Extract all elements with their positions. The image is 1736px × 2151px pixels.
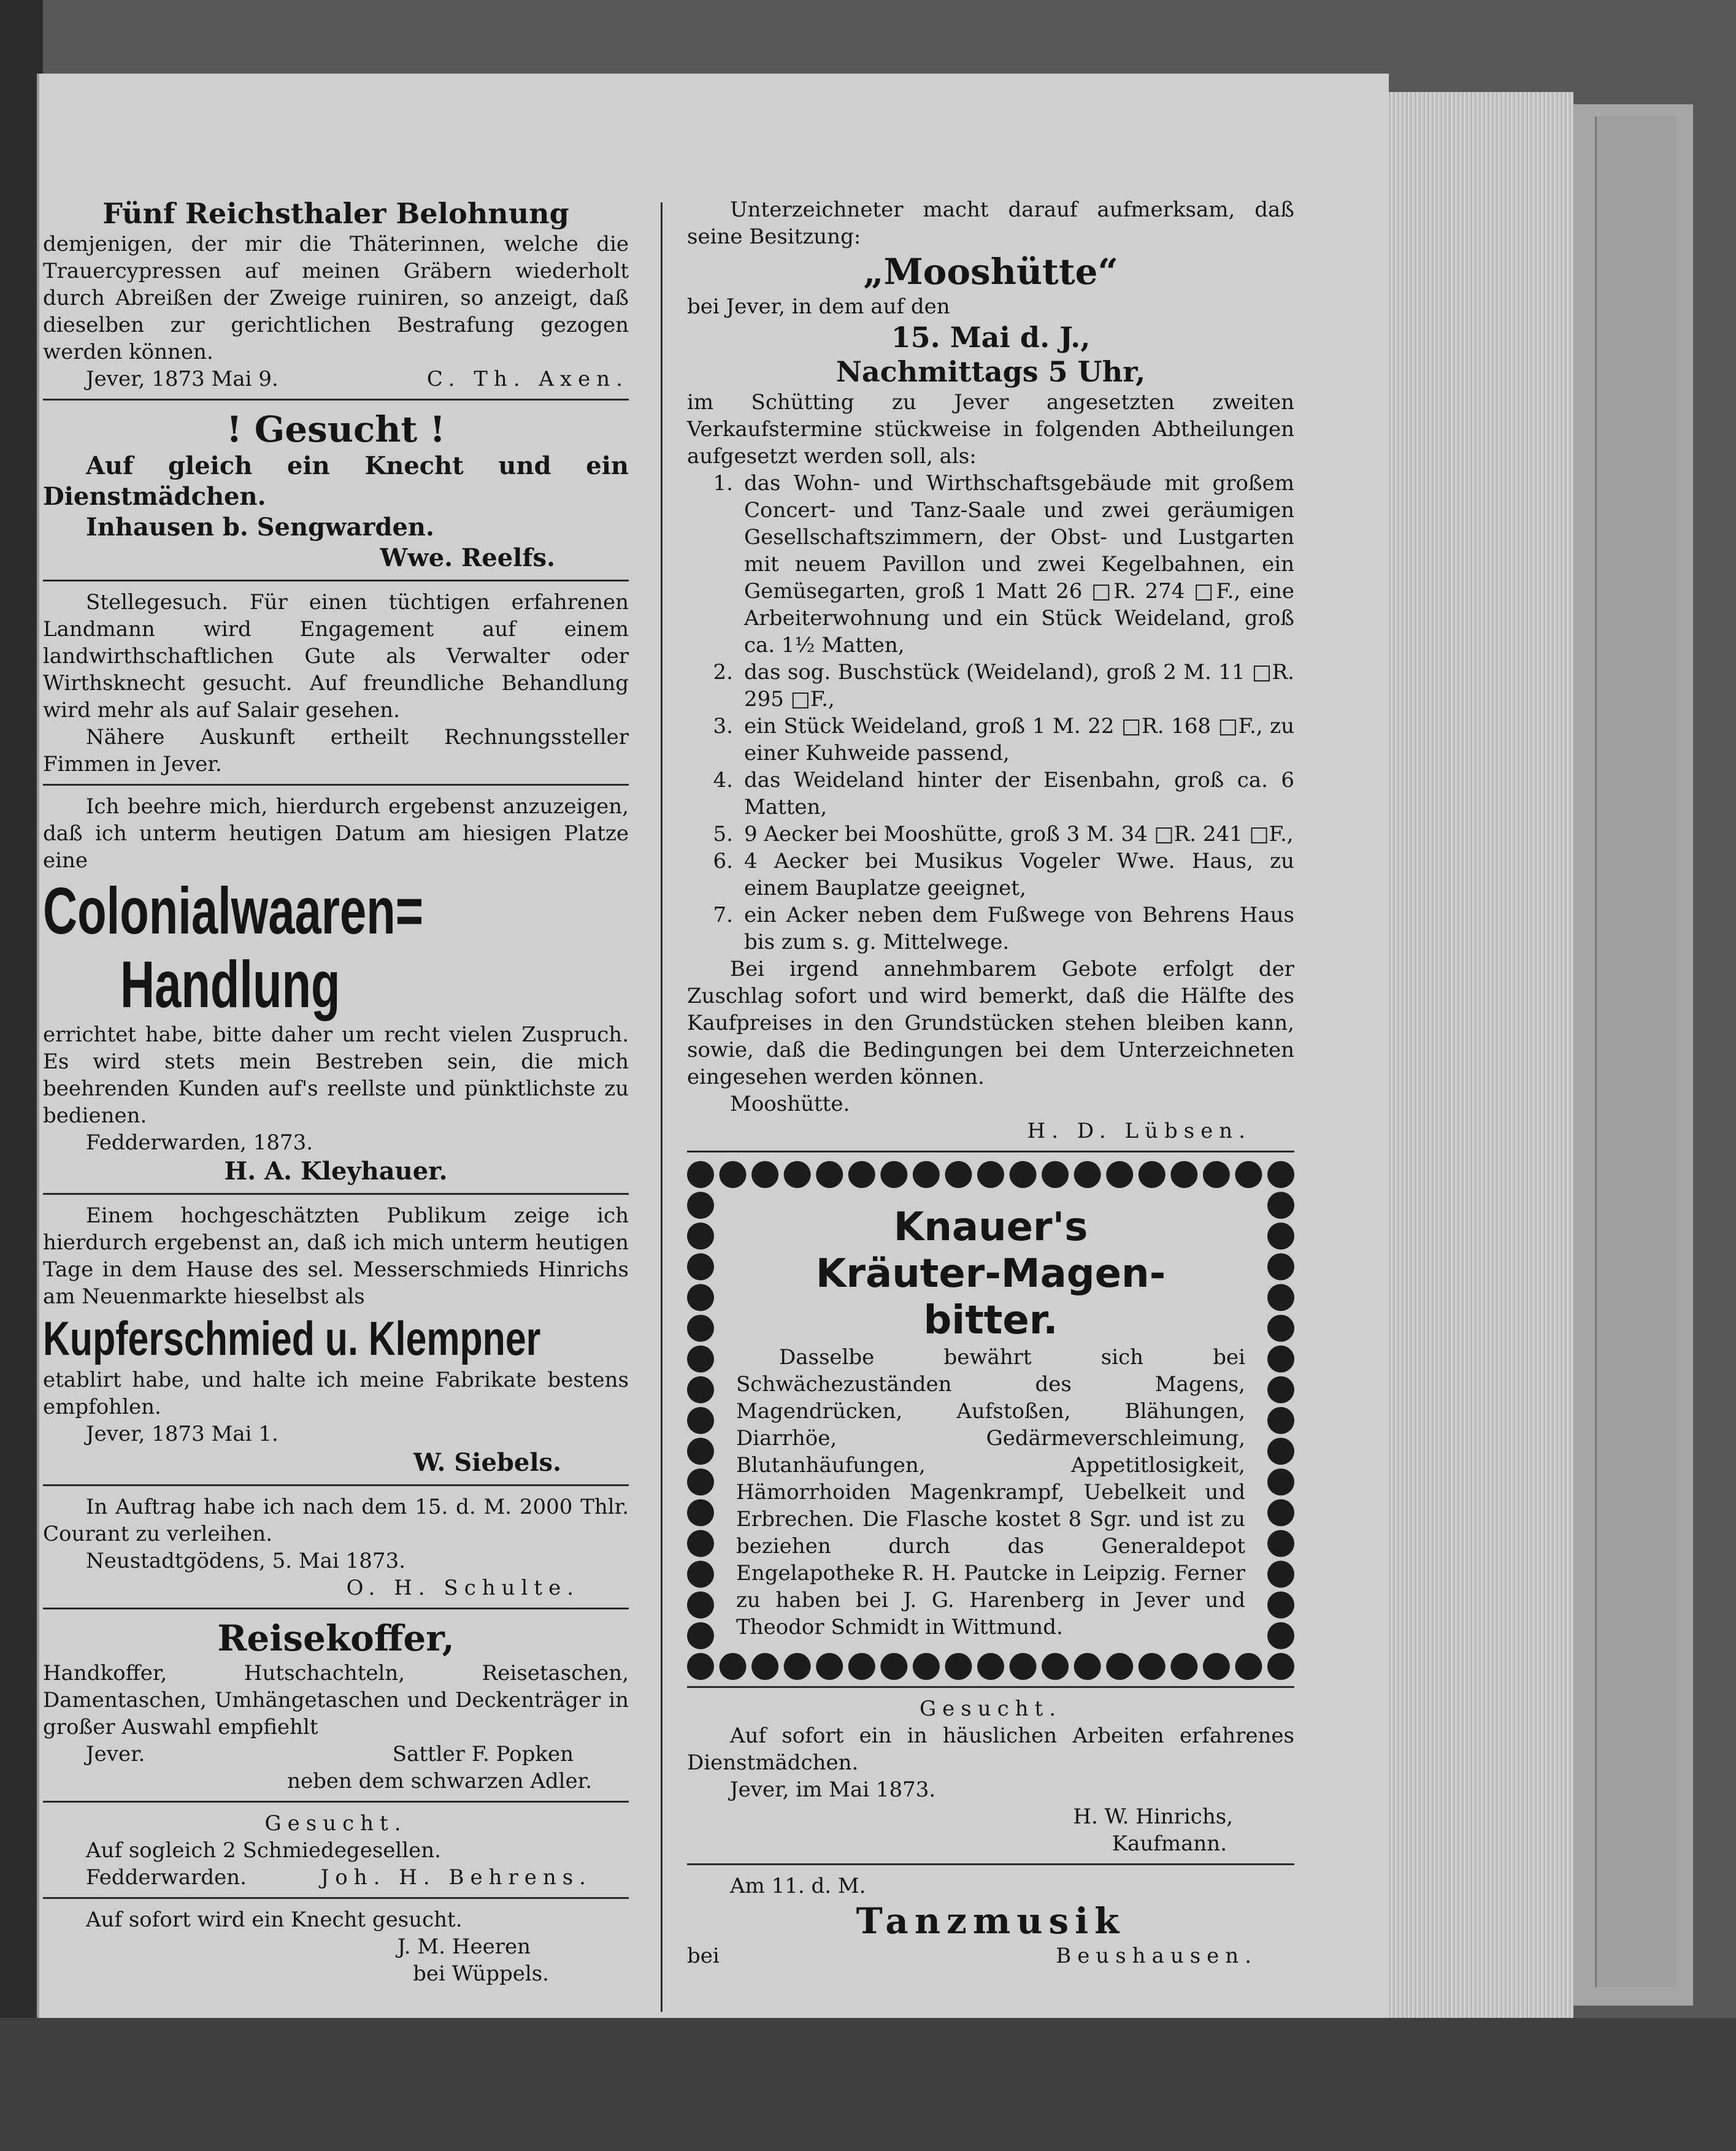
border-dot — [848, 1653, 875, 1680]
border-dot — [1267, 1622, 1294, 1649]
border-dot — [913, 1653, 940, 1680]
border-dot — [751, 1161, 778, 1188]
page-stack-edges — [1383, 92, 1573, 2067]
ad-tanzmusik — [687, 1873, 1294, 1969]
divider — [43, 1193, 629, 1195]
ad-colonialwaaren — [43, 793, 629, 1187]
border-dot — [1042, 1653, 1069, 1680]
ad-text: Auf sogleich 2 Schmiedegesellen. — [86, 1838, 441, 1863]
item-text: 9 Aecker bei Mooshütte, groß 3 M. 34 □R. 241 □F., — [744, 822, 1294, 846]
place: Jever. — [86, 1742, 145, 1766]
border-dot — [687, 1530, 714, 1557]
ad-stellegesuch — [43, 589, 629, 778]
border-dot — [720, 1653, 747, 1680]
border-dot — [784, 1653, 811, 1680]
divider — [43, 1801, 629, 1803]
border-dot — [1267, 1346, 1294, 1373]
signature: W. Siebels. — [413, 1448, 561, 1477]
ad-text: etablirt habe, und halte ich meine Fabrikate bestens empfohlen. — [43, 1368, 629, 1419]
ad-title: Colonialwaaren= — [43, 873, 424, 948]
signature: H. D. Lübsen. — [1027, 1119, 1251, 1143]
ad-text: Auf gleich ein Knecht und ein Dienstmädchen. — [43, 451, 629, 511]
border-dot — [880, 1653, 907, 1680]
border-dot — [751, 1653, 778, 1680]
border-dot — [1203, 1161, 1230, 1188]
signature: H. W. Hinrichs, — [1073, 1804, 1233, 1829]
border-dot — [1074, 1653, 1101, 1680]
border-dot — [1010, 1161, 1037, 1188]
border-dot — [1267, 1530, 1294, 1557]
border-dot — [687, 1407, 714, 1434]
border-dot — [1010, 1653, 1037, 1680]
item-text: ein Acker neben dem Fußwege von Behrens Haus bis zum s. g. Mittelwege. — [744, 903, 1294, 954]
border-dot — [687, 1622, 714, 1649]
ad-line: bei Jever, in dem auf den — [687, 294, 950, 319]
ad-text-2: Nähere Auskunft ertheilt Rechnungssteller Fimmen in Jever. — [43, 725, 629, 776]
border-dot — [687, 1653, 714, 1680]
item-number: 4. — [713, 768, 733, 792]
border-dot — [1139, 1161, 1166, 1188]
place: Mooshütte. — [730, 1092, 850, 1116]
border-dot — [1267, 1192, 1294, 1219]
border-dot — [1267, 1376, 1294, 1403]
list-item — [687, 470, 1294, 659]
divider — [43, 580, 629, 581]
bei-label: bei — [687, 1944, 720, 1968]
ad-belohnung — [43, 196, 629, 393]
border-dot — [945, 1653, 972, 1680]
border-dot — [687, 1376, 714, 1403]
ad-intro: Unterzeichneter macht darauf aufmerksam, daß seine Besitzung: — [687, 197, 1294, 249]
border-dot — [1267, 1653, 1294, 1680]
item-number: 5. — [713, 822, 733, 846]
border-dot — [720, 1161, 747, 1188]
border-dot — [687, 1438, 714, 1465]
ad-text: In Auftrag habe ich nach dem 15. d. M. 2000 Thlr. Courant zu verleihen. — [43, 1495, 629, 1546]
border-dot — [687, 1284, 714, 1311]
column-divider — [661, 202, 663, 2012]
place-date: Fedderwarden, 1873. — [86, 1130, 313, 1155]
border-dot — [1170, 1653, 1197, 1680]
border-dot — [687, 1222, 714, 1249]
signature-2: bei Wüppels. — [413, 1961, 549, 1986]
divider — [43, 1484, 629, 1486]
ad-date: Am 11. d. M. — [730, 1874, 866, 1898]
border-dot — [816, 1653, 843, 1680]
border-dot — [1106, 1161, 1133, 1188]
border-dot — [687, 1161, 714, 1188]
right-column — [687, 196, 1294, 1969]
border-dot — [977, 1161, 1004, 1188]
item-text: das Wohn- und Wirthschaftsgebäude mit großem Concert- und Tanz-Saale und zwei geräumigen Gesellschaftszimmern, der Obst- und Lustgarten mit neuem Pavillon und zwei Kegelbahnen, ein Gemüsegarten, groß 1 Matt 26 □R. 274 □F., eine Arbeiterwohnung und ein Stück Weideland, groß ca. 1½ Matten, — [744, 471, 1294, 658]
divider — [43, 784, 629, 786]
place-date: Jever, im Mai 1873. — [730, 1777, 936, 1802]
ad-intro: Ich beehre mich, hierdurch ergebenst anzuzeigen, daß ich unterm heutigen Datum am hiesigen Platze eine — [43, 794, 629, 873]
border-dot — [1267, 1468, 1294, 1495]
border-dot — [687, 1468, 714, 1495]
signature: Wwe. Reelfs. — [380, 543, 555, 572]
border-dot — [1139, 1653, 1166, 1680]
border-dot — [1267, 1284, 1294, 1311]
ad-time: Nachmittags 5 Uhr, — [835, 355, 1146, 388]
item-text: 4 Aecker bei Musikus Vogeler Wwe. Haus, zu einem Bauplatze geeignet, — [744, 849, 1294, 900]
border-dot — [1170, 1161, 1197, 1188]
divider — [43, 1897, 629, 1899]
divider — [687, 1863, 1294, 1865]
list-item — [687, 767, 1294, 821]
ad-reisekoffer — [43, 1617, 629, 1795]
list-item — [687, 848, 1294, 902]
ad-title-3: bitter. — [923, 1298, 1058, 1343]
left-column — [43, 196, 629, 1987]
ad-title: Reisekoffer, — [217, 1617, 455, 1659]
border-dot — [880, 1161, 907, 1188]
signature: Sattler F. Popken — [392, 1742, 574, 1766]
divider — [687, 1151, 1294, 1152]
border-dot — [1074, 1161, 1101, 1188]
item-number: 1. — [713, 471, 733, 496]
ad-intro: Einem hochgeschätzten Publikum zeige ich hierdurch ergebenst an, daß ich mich unterm heutigen Tage in dem Hause des sel. Messerschmieds Hinrichs am Neuenmarkte hieselbst als — [43, 1203, 629, 1309]
list-item — [687, 821, 1294, 848]
ad-knecht-gesucht — [43, 1906, 629, 1987]
signature-2: neben dem schwarzen Adler. — [287, 1769, 592, 1793]
ad-title: Fünf Reichsthaler Belohnung — [102, 197, 569, 230]
border-dot — [1267, 1499, 1294, 1526]
border-dot — [1267, 1161, 1294, 1188]
signature: O. H. Schulte. — [346, 1576, 580, 1600]
border-dot — [1267, 1438, 1294, 1465]
ad-text: im Schütting zu Jever angesetzten zweiten Verkaufstermine stückweise in folgenden Abtheilungen aufgesetzt werden soll, als: — [687, 390, 1294, 469]
ad-title: Kupferschmied u. Klempner — [43, 1311, 541, 1365]
border-dot — [1106, 1653, 1133, 1680]
list-item — [687, 659, 1294, 713]
ad-gesucht-dienstmaedchen — [687, 1695, 1294, 1857]
border-dot — [977, 1653, 1004, 1680]
ad-date: 15. Mai d. J., — [891, 321, 1091, 354]
ad-title-2: Handlung — [120, 947, 340, 1021]
ad-mooshuette — [687, 196, 1294, 1145]
ad-text: errichtet habe, bitte daher um recht vielen Zuspruch. Es wird stets mein Bestreben sein, die mich beehrenden Kunden auf's reellste und pünktlichste zu bedienen. — [43, 1022, 629, 1128]
item-text: ein Stück Weideland, groß 1 M. 22 □R. 168 □F., zu einer Kuhweide passend, — [744, 714, 1294, 765]
item-number: 6. — [713, 849, 733, 873]
place-date: Jever, 1873 Mai 1. — [86, 1422, 278, 1446]
list-item — [687, 713, 1294, 767]
border-dot — [1267, 1592, 1294, 1619]
book-cover-edge — [1595, 117, 1676, 1987]
ad-text: Handkoffer, Hutschachteln, Reisetaschen, Damentaschen, Umhängetaschen und Deckenträger in großer Auswahl empfiehlt — [43, 1661, 629, 1739]
item-number: 2. — [713, 660, 733, 684]
signature: J. M. Heeren — [397, 1934, 531, 1959]
border-dot — [1235, 1161, 1262, 1188]
ad-title-2: Kräuter-Magen- — [815, 1251, 1166, 1297]
signature: Joh. H. Behrens. — [320, 1865, 592, 1890]
place-date: Neustadtgödens, 5. Mai 1873. — [86, 1549, 406, 1573]
ad-title: Gesucht. — [264, 1811, 407, 1836]
ad-text: Stellegesuch. Für einen tüchtigen erfahrenen Landmann wird Engagement auf einem landwirthschaftlichen Gute als Verwalter oder Wirthsknecht gesucht. Auf freundliche Behandlung wird mehr als auf Salair gesehen. — [43, 590, 629, 723]
item-text: das sog. Buschstück (Weideland), groß 2 M. 11 □R. 295 □F., — [744, 660, 1294, 711]
ad-gesucht-knecht — [43, 408, 629, 573]
ad-text: Dasselbe bewährt sich bei Schwächezuständen des Magens, Magendrücken, Aufstoßen, Blähungen, Diarrhöe, Gedärmeverschleimung, Blutanhäufungen, Appetitlosigkeit, Hämorrhoiden Magenkrampf, Uebelkeit und Erbrechen. Die Flasche kostet 8 Sgr. und ist zu beziehen durch das Generaldepot Engelapotheke R. H. Pautcke in Leipzig. Ferner zu haben bei J. G. Harenberg in Jever und Theodor Schmidt in Wittmund. — [736, 1345, 1245, 1639]
ad-title: Gesucht. — [919, 1697, 1062, 1721]
ad-closing: Bei irgend annehmbarem Gebote erfolgt der Zuschlag sofort und wird bemerkt, daß die Hälfte des Kaufpreises in den Grundstücken stehen bleiben kann, sowie, daß die Bedingungen bei dem Unterzeichneten eingesehen werden können. — [687, 957, 1294, 1089]
ad-text: Auf sofort ein in häuslichen Arbeiten erfahrenes Dienstmädchen. — [687, 1723, 1294, 1775]
ad-title: „Mooshütte“ — [863, 251, 1118, 293]
signature: C. Th. Axen. — [426, 367, 629, 391]
item-number: 7. — [713, 903, 733, 927]
border-dot — [1267, 1315, 1294, 1342]
ad-auftrag — [43, 1493, 629, 1601]
divider — [43, 399, 629, 401]
border-dot — [1267, 1253, 1294, 1280]
ad-kupferschmied — [43, 1202, 629, 1478]
border-dot — [687, 1499, 714, 1526]
divider — [687, 1686, 1294, 1688]
border-dot — [1267, 1561, 1294, 1588]
border-dot — [687, 1592, 714, 1619]
border-dot — [913, 1161, 940, 1188]
place-date: Jever, 1873 Mai 9. — [86, 367, 278, 391]
item-list — [687, 470, 1294, 956]
ad-text: demjenigen, der mir die Thäterinnen, welche die Trauercypressen auf meinen Gräbern wiederholt durch Abreißen der Zweige ruiniren, so anzeigt, daß dieselben zur gerichtlichen Bestrafung gezogen werden können. — [43, 232, 629, 364]
border-dot — [1042, 1161, 1069, 1188]
border-dot — [687, 1253, 714, 1280]
ad-title: ! Gesucht ! — [226, 408, 445, 450]
divider — [43, 1608, 629, 1609]
item-number: 3. — [713, 714, 733, 738]
ad-place: Inhausen b. Sengwarden. — [86, 513, 434, 542]
border-dot — [1235, 1653, 1262, 1680]
border-dot — [945, 1161, 972, 1188]
signature: H. A. Kleyhauer. — [224, 1157, 448, 1186]
border-dot — [1267, 1407, 1294, 1434]
border-dot — [687, 1192, 714, 1219]
border-dot — [1267, 1222, 1294, 1249]
border-dot — [784, 1161, 811, 1188]
ad-title: Knauer's — [893, 1205, 1088, 1250]
ad-knauer — [687, 1161, 1294, 1680]
ad-title: Tanzmusik — [856, 1900, 1126, 1942]
border-dot — [687, 1315, 714, 1342]
border-dot — [848, 1161, 875, 1188]
border-dot — [687, 1561, 714, 1588]
ad-text: Auf sofort wird ein Knecht gesucht. — [86, 1908, 463, 1932]
signature: Beushausen. — [1056, 1944, 1258, 1968]
item-text: das Weideland hinter der Eisenbahn, groß ca. 6 Matten, — [744, 768, 1294, 819]
place: Fedderwarden. — [86, 1865, 247, 1890]
border-dot — [687, 1346, 714, 1373]
ad-gesucht-schmiede — [43, 1810, 629, 1891]
border-dot — [1203, 1653, 1230, 1680]
border-dot — [816, 1161, 843, 1188]
signature-2: Kaufmann. — [1112, 1831, 1227, 1856]
bottom-shadow — [0, 2018, 1736, 2151]
list-item — [687, 902, 1294, 956]
